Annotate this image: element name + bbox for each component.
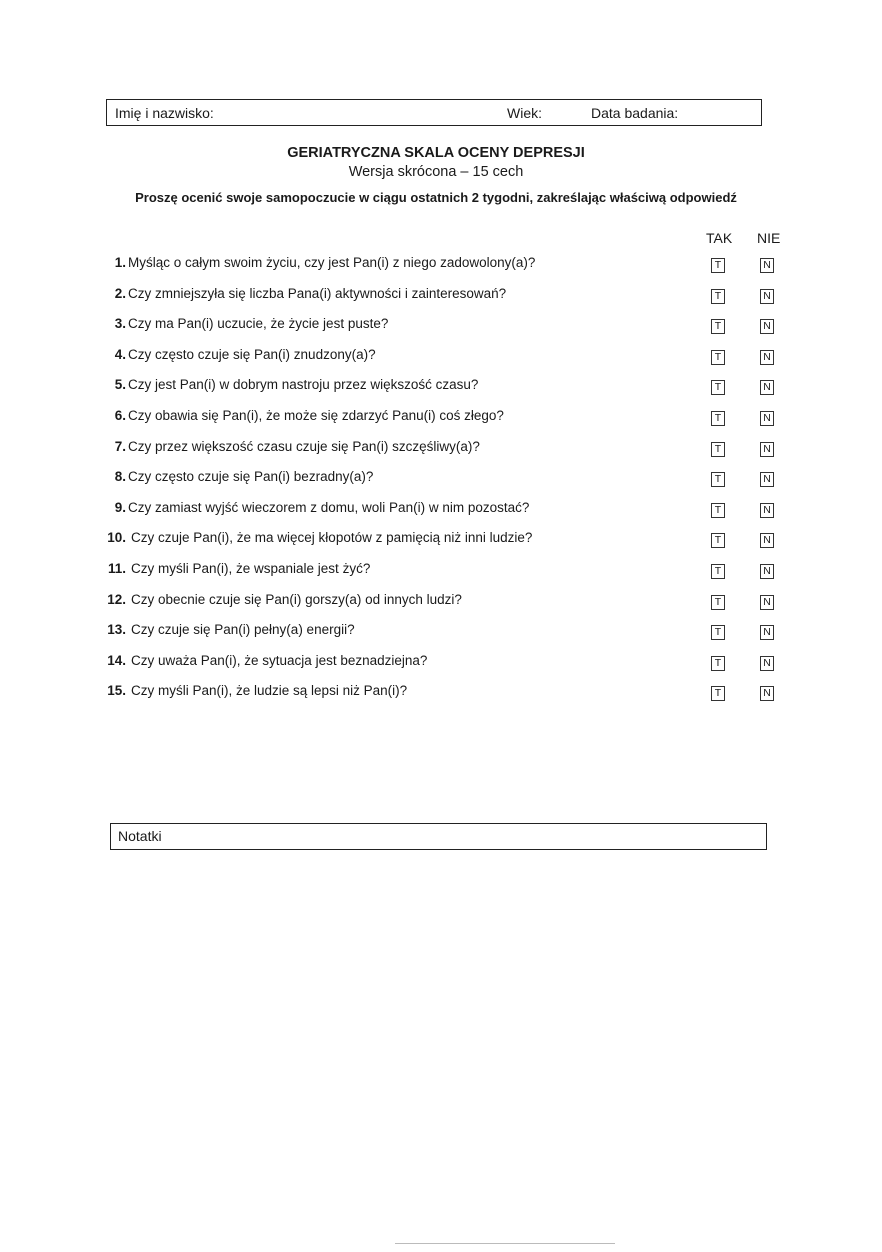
- answer-yes-box[interactable]: T: [711, 533, 725, 548]
- question-number: 13.: [107, 622, 126, 637]
- question-row: [0, 469, 882, 489]
- question-number: 12.: [107, 592, 126, 607]
- form-title: GERIATRYCZNA SKALA OCENY DEPRESJI: [287, 145, 585, 161]
- question-text: Czy obecnie czuje się Pan(i) gorszy(a) od innych ludzi?: [131, 592, 462, 607]
- answer-yes-box[interactable]: T: [711, 380, 725, 395]
- question-row: [0, 683, 882, 703]
- question-number: 4.: [114, 347, 126, 362]
- answer-yes-box[interactable]: T: [711, 350, 725, 365]
- answer-yes-box[interactable]: T: [711, 472, 725, 487]
- question-number: 7.: [114, 439, 126, 454]
- answer-no-box[interactable]: N: [760, 411, 774, 426]
- question-number: 3.: [114, 316, 126, 331]
- question-row: [0, 347, 882, 367]
- question-row: [0, 530, 882, 550]
- question-number: 9.: [114, 500, 126, 515]
- question-text: Myśląc o całym swoim życiu, czy jest Pan(i) z niego zadowolony(a)?: [128, 255, 536, 270]
- answer-no-box[interactable]: N: [760, 533, 774, 548]
- form-instruction: Proszę ocenić swoje samopoczucie w ciągu ostatnich 2 tygodni, zakreślając właściwą odpowiedź: [135, 190, 737, 205]
- question-row: [0, 316, 882, 336]
- answer-yes-box[interactable]: T: [711, 319, 725, 334]
- question-text: Czy zmniejszyła się liczba Pana(i) aktywności i zainteresowań?: [128, 286, 507, 301]
- answer-no-box[interactable]: N: [760, 380, 774, 395]
- question-text: Czy czuje się Pan(i) pełny(a) energii?: [131, 622, 355, 637]
- question-number: 1.: [114, 255, 126, 270]
- name-label: Imię i nazwisko:: [115, 105, 214, 121]
- answer-no-box[interactable]: N: [760, 350, 774, 365]
- column-header-yes: TAK: [706, 230, 733, 246]
- answer-no-box[interactable]: N: [760, 319, 774, 334]
- answer-yes-box[interactable]: T: [711, 289, 725, 304]
- question-text: Czy obawia się Pan(i), że może się zdarzyć Panu(i) coś złego?: [128, 408, 504, 423]
- answer-no-box[interactable]: N: [760, 472, 774, 487]
- question-number: 15.: [107, 683, 126, 698]
- answer-yes-box[interactable]: T: [711, 595, 725, 610]
- question-text: Czy często czuje się Pan(i) bezradny(a)?: [128, 469, 374, 484]
- question-number: 11.: [107, 561, 126, 576]
- question-row: [0, 653, 882, 673]
- form-subtitle: Wersja skrócona – 15 cech: [348, 164, 524, 180]
- question-row: [0, 377, 882, 397]
- answer-no-box[interactable]: N: [760, 503, 774, 518]
- question-row: [0, 255, 882, 275]
- question-row: [0, 561, 882, 581]
- question-text: Czy zamiast wyjść wieczorem z domu, woli Pan(i) w nim pozostać?: [128, 500, 530, 515]
- question-text: Czy jest Pan(i) w dobrym nastroju przez większość czasu?: [128, 377, 479, 392]
- question-row: [0, 592, 882, 612]
- answer-yes-box[interactable]: T: [711, 411, 725, 426]
- question-text: Czy przez większość czasu czuje się Pan(i) szczęśliwy(a)?: [128, 439, 480, 454]
- date-label: Data badania:: [591, 105, 679, 121]
- answer-yes-box[interactable]: T: [711, 625, 725, 640]
- answer-yes-box[interactable]: T: [711, 656, 725, 671]
- patient-info-box: [106, 99, 762, 126]
- answer-yes-box[interactable]: T: [711, 686, 725, 701]
- question-text: Czy ma Pan(i) uczucie, że życie jest puste?: [128, 316, 389, 331]
- question-text: Czy często czuje się Pan(i) znudzony(a)?: [128, 347, 376, 362]
- question-text: Czy czuje Pan(i), że ma więcej kłopotów z pamięcią niż inni ludzie?: [131, 530, 533, 545]
- question-number: 2.: [114, 286, 126, 301]
- question-row: [0, 622, 882, 642]
- answer-no-box[interactable]: N: [760, 686, 774, 701]
- column-header-no: NIE: [757, 230, 781, 246]
- answer-yes-box[interactable]: T: [711, 503, 725, 518]
- age-label: Wiek:: [507, 105, 542, 121]
- answer-no-box[interactable]: N: [760, 289, 774, 304]
- question-row: [0, 500, 882, 520]
- question-number: 14.: [107, 653, 126, 668]
- question-text: Czy myśli Pan(i), że ludzie są lepsi niż Pan(i)?: [131, 683, 408, 698]
- question-number: 8.: [114, 469, 126, 484]
- answer-yes-box[interactable]: T: [711, 564, 725, 579]
- question-number: 5.: [114, 377, 126, 392]
- answer-no-box[interactable]: N: [760, 595, 774, 610]
- question-text: Czy uważa Pan(i), że sytuacja jest beznadziejna?: [131, 653, 428, 668]
- answer-no-box[interactable]: N: [760, 656, 774, 671]
- notes-label: Notatki: [118, 828, 162, 844]
- question-number: 10.: [107, 530, 126, 545]
- answer-no-box[interactable]: N: [760, 442, 774, 457]
- answer-no-box[interactable]: N: [760, 258, 774, 273]
- answer-no-box[interactable]: N: [760, 564, 774, 579]
- question-row: [0, 408, 882, 428]
- footer-divider: [395, 1243, 615, 1244]
- answer-no-box[interactable]: N: [760, 625, 774, 640]
- question-row: [0, 286, 882, 306]
- question-number: 6.: [114, 408, 126, 423]
- question-row: [0, 439, 882, 459]
- question-text: Czy myśli Pan(i), że wspaniale jest żyć?: [131, 561, 371, 576]
- notes-box[interactable]: [110, 823, 767, 850]
- answer-yes-box[interactable]: T: [711, 258, 725, 273]
- answer-yes-box[interactable]: T: [711, 442, 725, 457]
